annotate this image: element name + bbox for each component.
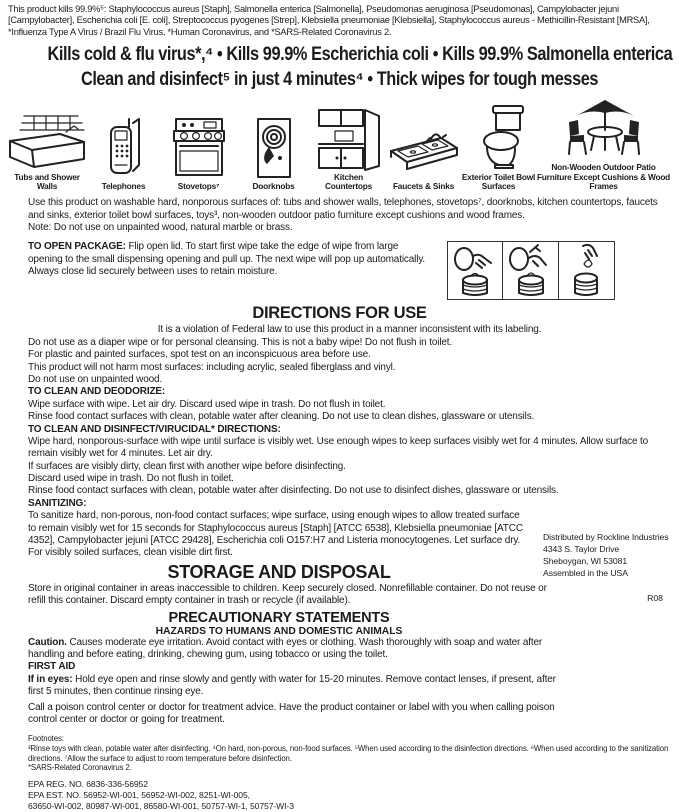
headline-line-2: Clean and disinfect⁵ in just 4 minutes⁴ • Thick wipes for tough messes (80, 68, 599, 90)
sink-icon (387, 129, 461, 179)
caution-lead: Caution. (28, 636, 67, 648)
open-package-text (28, 241, 426, 300)
footnotes-label: Footnotes: (28, 734, 64, 744)
usage-note: Note: Do not use on unpainted wood, natural marble or brass. (28, 221, 293, 233)
open-package-body: Flip open lid. To start first wipe take the edge of wipe from large opening to the small dispensing opening and pull up. The next wipe will pop up automatically. Always close lid securely between uses to retain moisture. (28, 241, 426, 278)
product-label (0, 4, 679, 811)
deodorize-line: Rinse food contact surfaces with clean, potable water after cleaning. Do not use to clean dishes, glassware or utensils. (28, 411, 535, 423)
storage-heading: STORAGE AND DISPOSAL (167, 561, 391, 582)
surface-toilet (461, 104, 536, 192)
surface-label: Kitchen Countertops (324, 171, 373, 191)
distributor-city: Sheboygan, WI 53081 (543, 556, 628, 566)
directions-line: This product will not harm most surfaces: including acrylic, sealed fiberglass and vinyl. (28, 361, 396, 373)
sanitizing-paragraph: To sanitize hard, non-porous, non-food contact surfaces; wipe surface, using enough wipes to allow treated surface to remain visibly wet for 15 seconds for Staphylococcus aureus [Staph] [ATCC 6538], Klebsiella pneumoniae [ATCC 4352], Campylobacter jejuni [ATCC 29428], Escherichia coli O157:H7 and Listeria monocytogenes. Let surface dry. For visibly soiled surfaces, clean visible dirt first. (28, 510, 523, 559)
footnotes-block (28, 734, 671, 773)
footnotes-body: ³Rinse toys with clean, potable water after disinfecting. ⁴On hard, non-porous, non-food surfaces. ⁵When used according to the disinfection directions. ⁶When used according to the sanitization directions. ⁷Allow the surface to adjust to room temperature before disinfection. (28, 743, 669, 763)
distributor-block (543, 531, 669, 579)
footnote-sars: *SARS-Related Coronavirus 2. (28, 763, 132, 773)
surface-label: Faucets & Sinks (392, 180, 455, 191)
revision-code: R08 (647, 593, 663, 603)
surface-tubs (8, 114, 86, 192)
open-package-section (28, 241, 671, 300)
doorknob-icon (255, 117, 293, 179)
surface-label: Telephones (101, 180, 146, 191)
stove-icon (171, 117, 227, 179)
surface-label: Doorknobs (252, 180, 295, 191)
disinfect-line: Discard used wipe in trash. Do not flush in toilet. (28, 473, 234, 485)
open-step-1-icon (447, 241, 504, 300)
precautionary-heading: PRECAUTIONARY STATEMENTS (168, 609, 390, 626)
surface-label: Exterior Toilet Bowl Surfaces (461, 171, 536, 191)
open-step-3-icon (558, 241, 615, 300)
surface-doorknobs (236, 117, 311, 191)
eyes-lead: If in eyes: (28, 673, 73, 685)
kitchen-cabinets-icon (317, 108, 381, 170)
disinfect-line: Wipe hard, nonporous-surface with wipe until surface is visibly wet. Use enough wipes to keep surfaces visibly wet for 4 minutes. Allow surface to remain visibly wet for 4 minutes. Let air dry. (28, 435, 649, 460)
disinfect-heading: TO CLEAN AND DISINFECT/VIRUCIDAL* DIRECTIONS: (28, 423, 281, 435)
poison-paragraph: Call a poison control center or doctor for treatment advice. Have the product container or label with you when calling poison control center or doctor or going for treatment. (28, 701, 555, 725)
directions-line: For plastic and painted surfaces, spot test on an inconspicuous area before use. (28, 349, 371, 361)
surface-label: Tubs and Shower Walls (14, 171, 80, 191)
assembled-line: Assembled in the USA (543, 568, 628, 578)
eyes-body: Hold eye open and rinse slowly and gently with water for 15-20 minutes. Remove contact lenses, if present, after first 5 minutes, then continue rinsing eye. (28, 673, 556, 698)
caution-paragraph (28, 637, 558, 662)
deodorize-heading: TO CLEAN AND DEODORIZE: (28, 386, 166, 398)
surface-icons-row (8, 98, 671, 191)
hazards-subheading: HAZARDS TO HUMANS AND DOMESTIC ANIMALS (155, 625, 403, 637)
deodorize-line: Wipe surface with wipe. Let air dry. Discard used wipe in trash. Do not flush in toilet. (28, 398, 386, 410)
surface-stovetops (161, 117, 236, 191)
disinfect-line: If surfaces are visibly dirty, clean first with another wipe before disinfecting. (28, 460, 346, 472)
distributor-name: Distributed by Rockline Industries (543, 532, 669, 542)
directions-line: Do not use on unpainted wood. (28, 373, 163, 385)
usage-paragraph: Use this product on washable hard, nonporous surfaces of: tubs and shower walls, telephones, stovetops⁷, doorknobs, kitchen countertops, faucets and sinks, exterior toilet bowl surfaces, toys³, non-wooden outdoor patio furniture except cushions and wood frames. (28, 197, 658, 221)
violation-line: It is a violation of Federal law to use this product in a manner inconsistent with its labeling. (157, 324, 542, 336)
telephone-icon (99, 117, 149, 179)
open-step-2-icon (502, 241, 559, 300)
sanitizing-heading: SANITIZING: (28, 497, 87, 509)
kill-claims-text: This product kills 99.9%⁵: Staphylococcus aureus [Staph], Salmonella enterica [Salmonella], Pseudomonas aeruginosa [Pseudomonas], Campylobacter jejuni [Campylobacter], Escherichia coli [E. coli], Streptococcus pyogenes [Strep], Klebsiella pneumoniae [Klebsiella], Staphylococcus aureus - Methicillin-Resistant [MRSA], *Influenza Type A Virus / Brazil Flu Virus, *Human Coronavirus, and *SARS-Related Coronavirus 2. (8, 4, 650, 37)
headline-line-1: Kills cold & flu virus*,⁴ • Kills 99.9% Escherichia coli • Kills 99.9% Salmonella enterica (47, 43, 673, 65)
surface-label: Non-Wooden Outdoor Patio Furniture Except Cushions & Wood Frames (536, 162, 671, 191)
distributor-street: 4343 S. Taylor Drive (543, 544, 620, 554)
disinfect-line: Rinse food contact surfaces with clean, potable water after disinfecting. Do not use to disinfect dishes, glassware or utensils. (28, 485, 559, 497)
open-package-illustration (448, 241, 615, 300)
toilet-icon (473, 104, 525, 170)
surface-patio-furniture (536, 98, 671, 191)
surface-kitchen-countertops (311, 108, 386, 192)
epa-reg-number: EPA REG. NO. 6836-336-56952 (28, 778, 148, 789)
epa-est-number-line1: EPA EST. NO. 56952-WI-001, 56952-WI-002, 8251-WI-005, (28, 789, 250, 800)
epa-est-number-line2: 63650-WI-002, 80987-WI-001, 86580-WI-001, 50757-WI-1, 50757-WI-3 (28, 800, 294, 811)
directions-line: Do not use as a diaper wipe or for personal cleansing. This is not a baby wipe! Do not flush in toilet. (28, 336, 453, 348)
epa-block (28, 779, 671, 812)
patio-furniture-icon (564, 98, 644, 160)
first-aid-heading: FIRST AID (28, 661, 76, 673)
storage-paragraph: Store in original container in areas inaccessible to children. Keep securely closed. Nonrefillable container. Do not reuse or refill this container. Discard empty container in trash or recycle (if available). (28, 582, 547, 607)
caution-body: Causes moderate eye irritation. Avoid contact with eyes or clothing. Wash thoroughly with soap and water after handling and before eating, drinking, chewing gum, using tobacco or using the toilet. (28, 636, 543, 660)
directions-heading: DIRECTIONS FOR USE (252, 304, 427, 323)
surface-faucets-sinks (386, 129, 461, 191)
eyes-paragraph (28, 674, 558, 699)
surface-telephones (86, 117, 161, 191)
bathtub-icon (8, 114, 86, 170)
open-package-lead: TO OPEN PACKAGE: (28, 241, 126, 253)
surface-label: Stovetops⁷ (177, 180, 220, 191)
headline (0, 43, 679, 92)
